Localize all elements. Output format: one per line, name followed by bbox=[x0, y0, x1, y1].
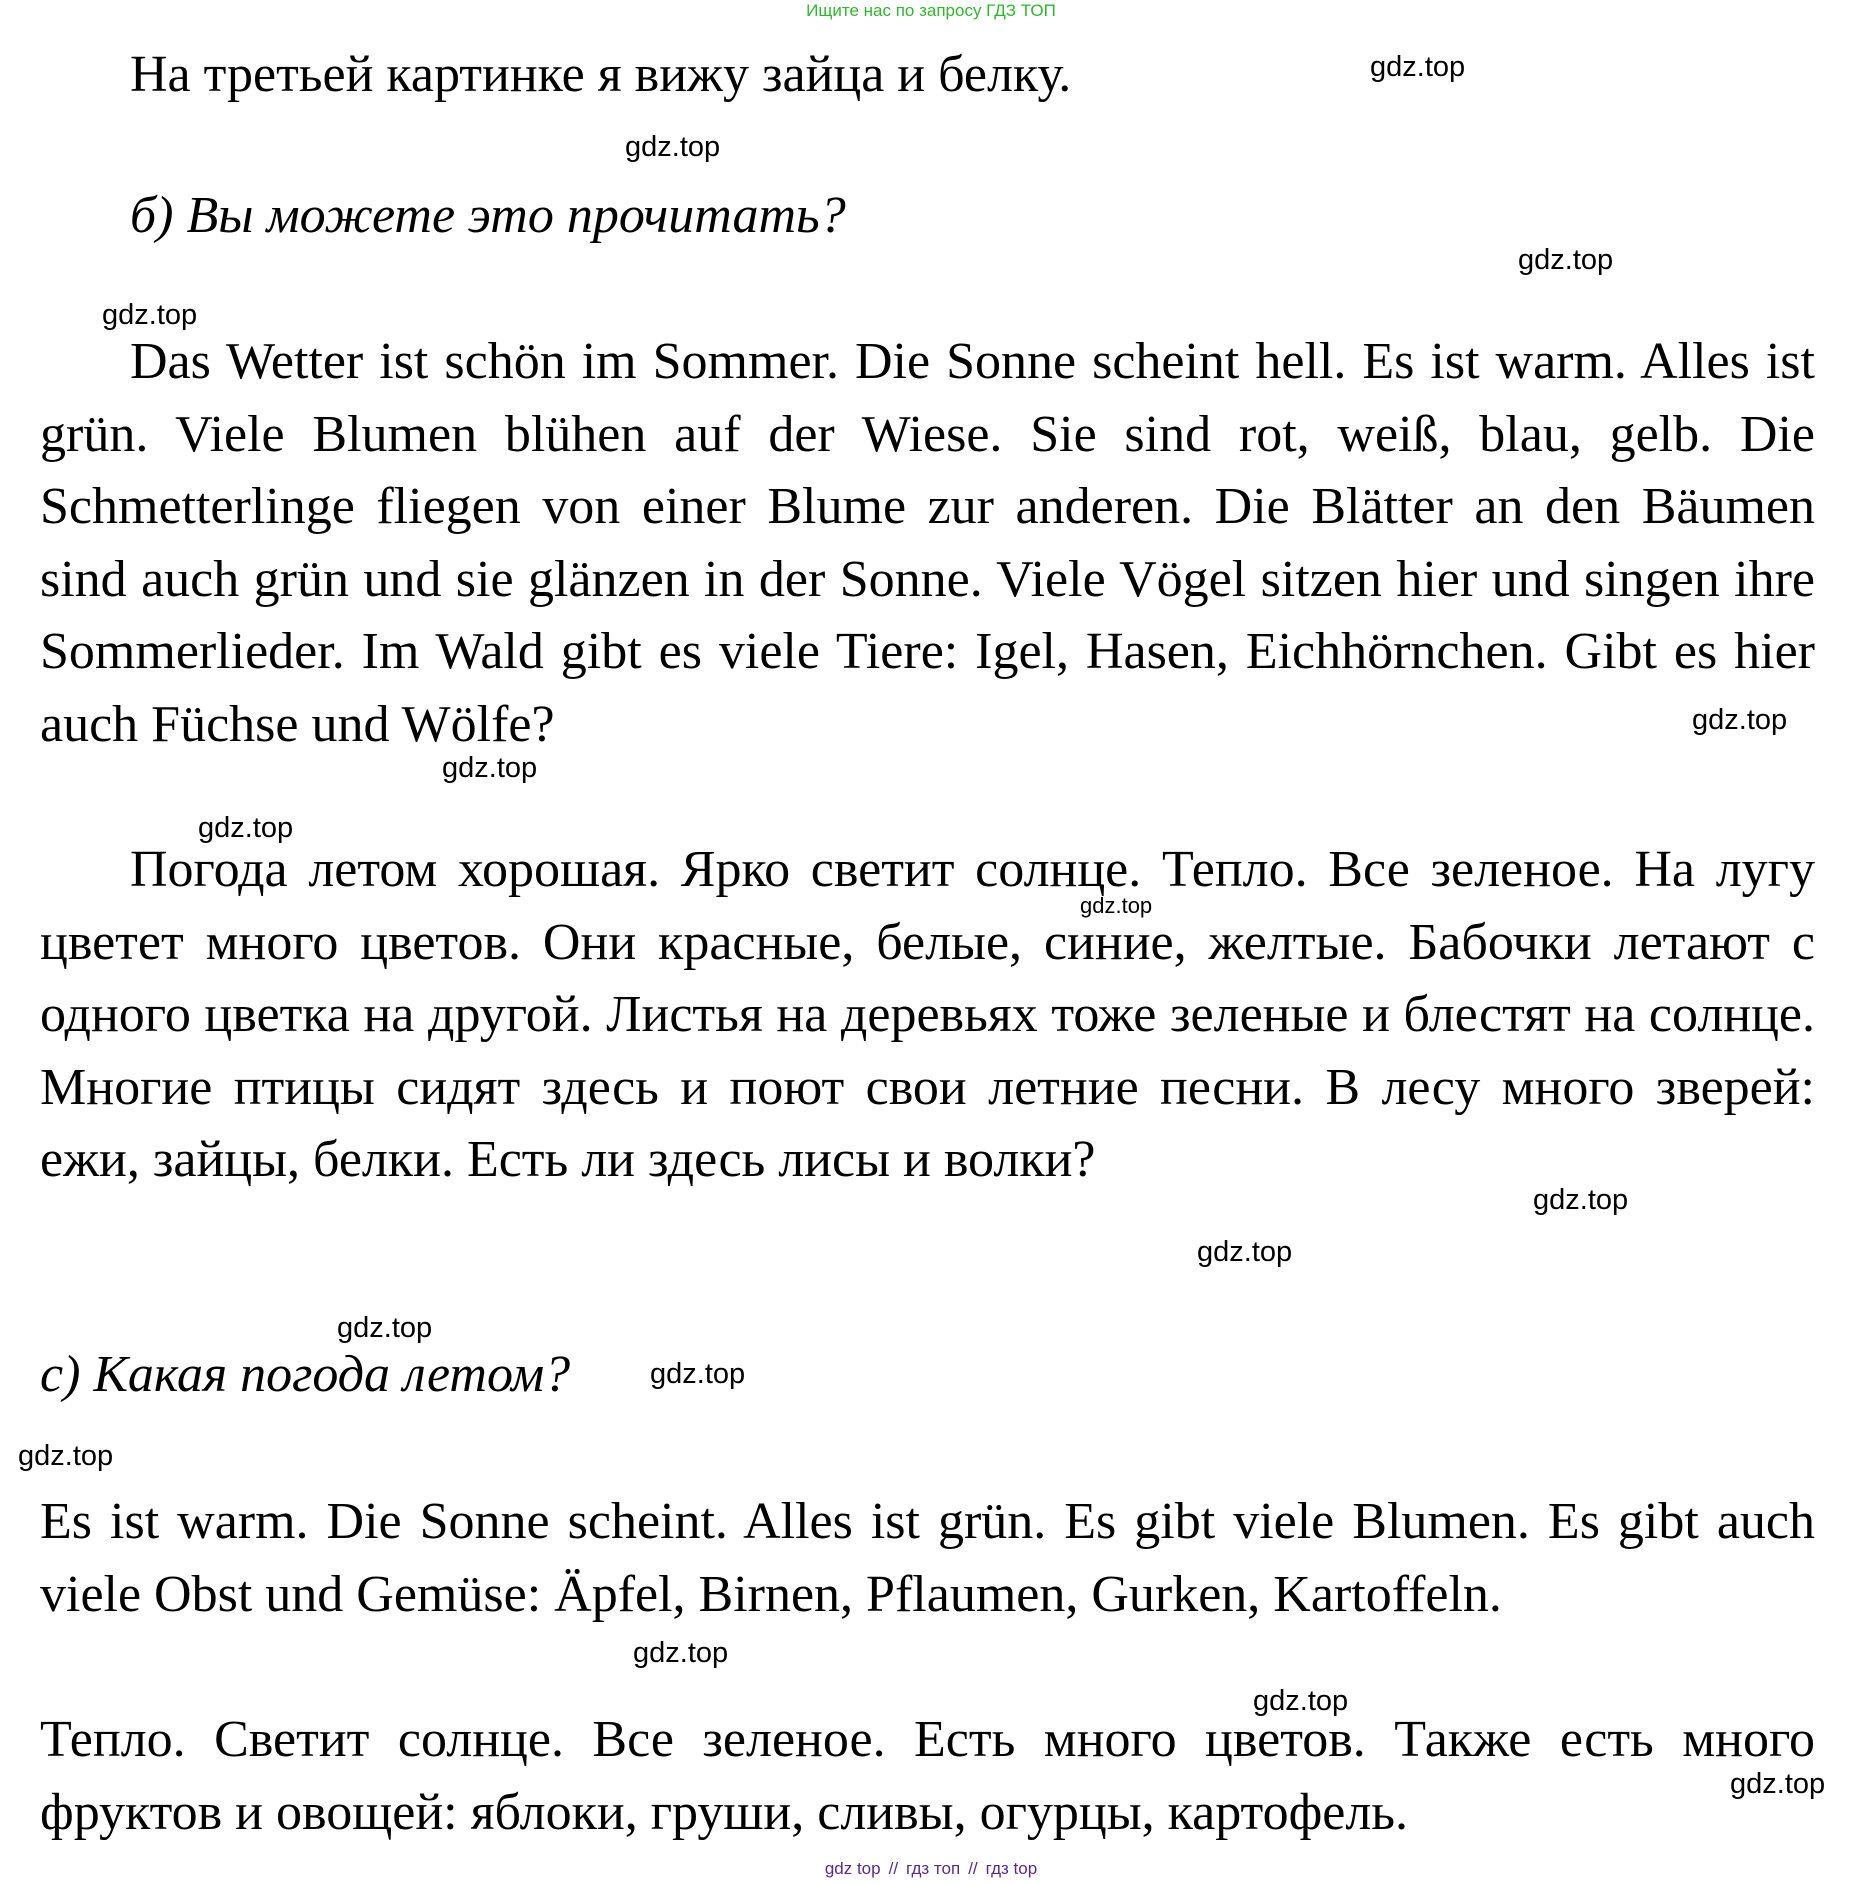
paragraph-russian-1: Погода летом хорошая. Ярко светит солнце. Тепло. Все зеленое. На лугу цветет много цветов. Они красные, белые, синие, желтые. Бабочки летают с одного цветка на другой. Листья на деревьях тоже зеленые и блестят на солнце. Многие птицы сидят здесь и поют свои летние песни. В лесу много зверей: ежи, зайцы, белки. Есть ли здесь лисы и волки? bbox=[40, 841, 1815, 1188]
watermark: gdz.top bbox=[1692, 704, 1788, 736]
watermark: gdz.top bbox=[337, 1312, 433, 1344]
footer-link-gdz-top-mixed[interactable]: гдз top bbox=[985, 1859, 1038, 1878]
watermark: gdz.top bbox=[198, 812, 294, 844]
watermark: gdz.top bbox=[1518, 244, 1614, 276]
watermark: gdz.top bbox=[650, 1358, 746, 1390]
top-banner-text[interactable]: Ищите нас по запросу ГДЗ ТОП bbox=[806, 1, 1056, 20]
footer-link-gdz-top[interactable]: gdz top bbox=[824, 1859, 881, 1878]
paragraph-german-2: Es ist warm. Die Sonne scheint. Alles ist grün. Es gibt viele Blumen. Es gibt auch viele Obst und Gemüse: Äpfel, Birnen, Pflaumen, Gurken, Kartoffeln. bbox=[40, 1493, 1815, 1623]
heading-c: с) Какая погода летом? bbox=[40, 1346, 571, 1403]
footer-links bbox=[0, 1858, 1862, 1880]
watermark: gdz.top bbox=[625, 131, 721, 163]
watermark: gdz.top bbox=[1730, 1768, 1826, 1800]
top-banner[interactable] bbox=[0, 0, 1862, 22]
footer-separator: // bbox=[968, 1859, 978, 1878]
watermark: gdz.top bbox=[18, 1440, 114, 1472]
paragraph-german-1: Das Wetter ist schön im Sommer. Die Sonne scheint hell. Es ist warm. Alles ist grün. Viele Blumen blühen auf der Wiese. Sie sind rot, weiß, blau, gelb. Die Schmetterlinge fliegen von einer Blume zur anderen. Die Blätter an den Bäumen sind auch grün und sie glänzen in der Sonne. Viele Vögel sitzen hier und singen ihre Sommerlieder. Im Wald gibt es viele Tiere: Igel, Hasen, Eichhörnchen. Gibt es hier auch Füchse und Wölfe? bbox=[40, 333, 1815, 753]
heading-b: б) Вы можете это прочитать? bbox=[130, 187, 846, 244]
watermark: gdz.top bbox=[1370, 51, 1466, 83]
watermark: gdz.top bbox=[442, 752, 538, 784]
intro-line: На третьей картинке я вижу зайца и белку. bbox=[130, 46, 1072, 103]
watermark: gdz.top bbox=[102, 299, 198, 331]
watermark: gdz.top bbox=[1080, 893, 1153, 918]
footer-separator: // bbox=[888, 1859, 899, 1878]
watermark: gdz.top bbox=[1533, 1184, 1629, 1216]
watermark: gdz.top bbox=[1197, 1236, 1293, 1268]
paragraph-russian-2: Тепло. Светит солнце. Все зеленое. Есть много цветов. Также есть много фруктов и овощей: яблоки, груши, сливы, огурцы, картофель. bbox=[40, 1711, 1815, 1841]
watermark: gdz.top bbox=[633, 1637, 729, 1669]
footer-link-gdz-top-cyrillic[interactable]: гдз топ bbox=[906, 1859, 961, 1878]
watermark: gdz.top bbox=[1253, 1685, 1349, 1717]
